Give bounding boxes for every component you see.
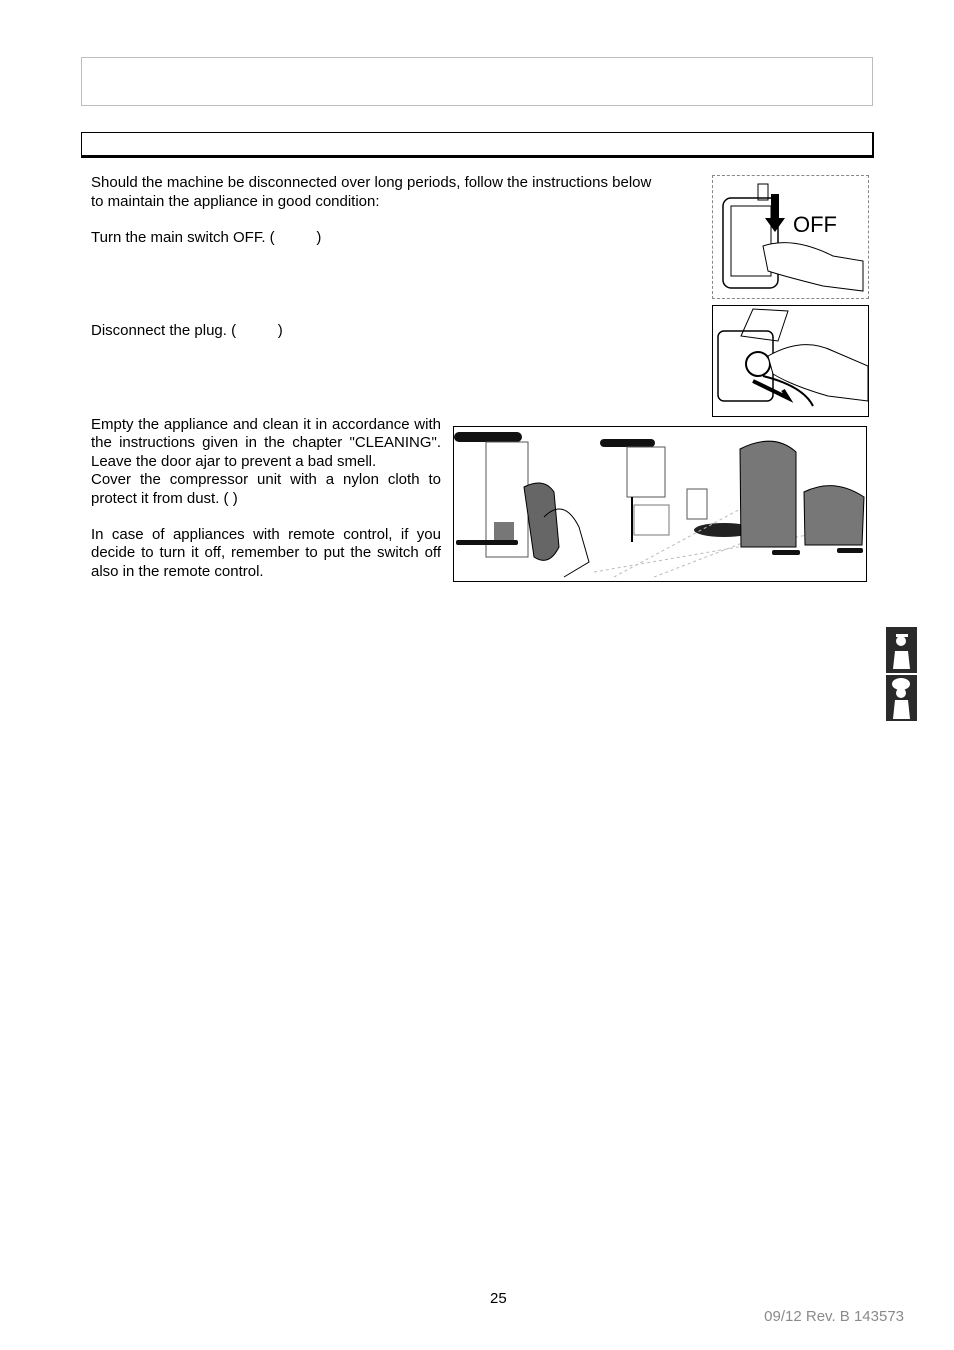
off-label: OFF (793, 212, 837, 237)
cleaning-illustration-icon (454, 427, 866, 581)
step-disconnect-plug: Disconnect the plug. ( ) (91, 322, 283, 339)
step-remote: In case of appliances with remote control, if you decide to turn it off, remember to put the switch off also in the remote control. (91, 526, 441, 580)
page-number: 25 (490, 1290, 507, 1307)
switch-illustration-icon (713, 176, 868, 298)
section-title-bar (81, 132, 874, 158)
chef-icon (886, 675, 917, 721)
cleaning-cover-figure (453, 426, 867, 582)
technician-icon (886, 627, 917, 673)
step-empty-clean: Empty the appliance and clean it in accordance with the instructions given in the chapter "CLEANING". Leave the door ajar to prevent a bad smell. (91, 416, 441, 470)
plug-illustration-icon (713, 306, 868, 416)
step-cover: Cover the compressor unit with a nylon cloth to protect it from dust. ( ) (91, 471, 441, 507)
header-box (81, 57, 873, 106)
cleaning-instructions (91, 416, 441, 581)
intro-line-2: to maintain the appliance in good condition: (91, 193, 380, 210)
step-switch-off: Turn the main switch OFF. ( ) (91, 229, 322, 246)
plug-figure (712, 305, 869, 417)
intro-line-1: Should the machine be disconnected over long periods, follow the instructions below (91, 174, 652, 191)
main-switch-figure (712, 175, 869, 299)
revision-code: 09/12 Rev. B 143573 (764, 1308, 904, 1325)
